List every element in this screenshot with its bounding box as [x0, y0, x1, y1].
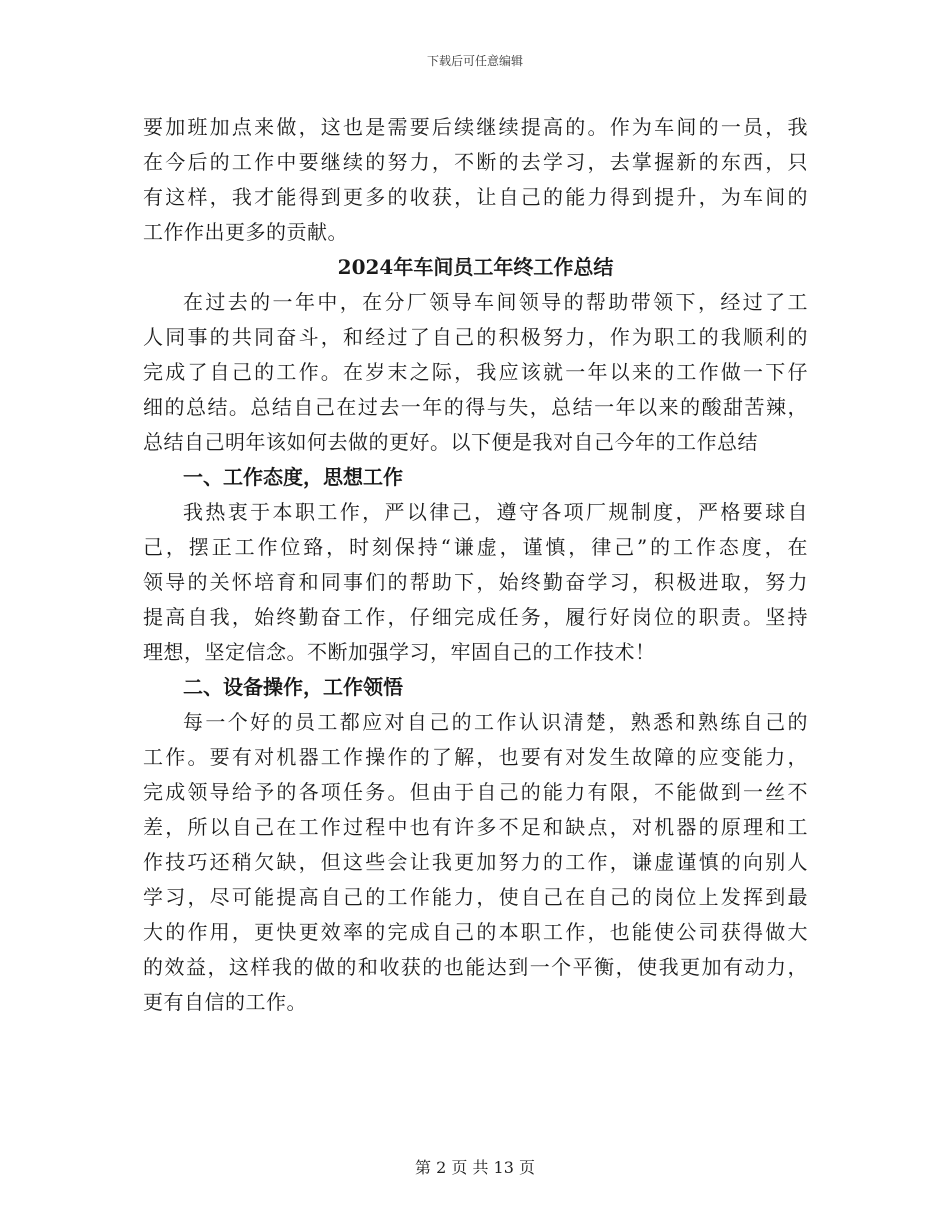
paragraph-intro — [143, 285, 808, 460]
text-line: 在过去的一年中，在分厂领导车间领导的帮助带领下，经过了工 — [183, 290, 808, 314]
text-line: 总结自己明年该如何去做的更好。以下便是我对自己今年的工作总结 — [143, 430, 758, 454]
text-line: 在今后的工作中要继续的努力，不断的去学习，去掌握新的东西，只 — [143, 150, 808, 174]
page-footer: 第 2 页 共 13 页 — [415, 1158, 535, 1177]
document-body — [143, 110, 808, 1020]
text-line: 领导的关怀培育和同事们的帮助下，始终勤奋学习，积极进取，努力 — [143, 570, 808, 594]
text-line: 理想，坚定信念。不断加强学习，牢固自己的工作技术！ — [143, 640, 656, 664]
page-header: 下载后可任意编辑 — [426, 54, 523, 68]
text-line: 我热衷于本职工作，严以律己，遵守各项厂规制度，严格要球自 — [183, 500, 808, 524]
paragraph-continued — [143, 110, 808, 250]
text-line: 工作。要有对机器工作操作的了解，也要有对发生故障的应变能力， — [143, 745, 808, 769]
text-line: 细的总结。总结自己在过去一年的得与失，总结一年以来的酸甜苦辣， — [143, 395, 808, 419]
text-line: 大的作用，更快更效率的完成自己的本职工作，也能使公司获得做大 — [143, 920, 808, 944]
text-line: 要加班加点来做，这也是需要后续继续提高的。作为车间的一员，我 — [143, 115, 808, 139]
text-line: 每一个好的员工都应对自己的工作认识清楚，熟悉和熟练自己的 — [183, 710, 808, 734]
text-line: 完成领导给予的各项任务。但由于自己的能力有限，不能做到一丝不 — [143, 780, 808, 804]
text-line: 差，所以自己在工作过程中也有许多不足和缺点，对机器的原理和工 — [143, 815, 808, 839]
text-line: 作技巧还稍欠缺，但这些会让我更加努力的工作，谦虚谨慎的向别人 — [143, 850, 808, 874]
paragraph-attitude — [143, 495, 808, 670]
text-line: 人同事的共同奋斗，和经过了自己的积极努力，作为职工的我顺利的 — [143, 325, 808, 349]
section-heading-2: 二、设备操作，工作领悟 — [183, 675, 403, 699]
text-line: 的效益，这样我的做的和收获的也能达到一个平衡，使我更加有动力， — [143, 955, 808, 979]
text-line: 完成了自己的工作。在岁末之际，我应该就一年以来的工作做一下仔 — [143, 360, 808, 384]
text-line: 学习，尽可能提高自己的工作能力，使自己在自己的岗位上发挥到最 — [143, 885, 808, 909]
text-line: 工作作出更多的贡献。 — [143, 220, 348, 244]
text-line: 提高自我，始终勤奋工作，仔细完成任务，履行好岗位的职责。坚持 — [143, 605, 808, 629]
section-heading-1: 一、工作态度，思想工作 — [183, 465, 403, 489]
document-title: 2024年车间员工年终工作总结 — [337, 255, 614, 279]
paragraph-equipment — [143, 705, 808, 1020]
text-line: 己，摆正工作位臵，时刻保持“谦虚，谨慎，律己”的工作态度，在 — [143, 535, 808, 559]
text-line: 更有自信的工作。 — [143, 990, 307, 1014]
text-line: 有这样，我才能得到更多的收获，让自己的能力得到提升，为车间的 — [143, 185, 808, 209]
